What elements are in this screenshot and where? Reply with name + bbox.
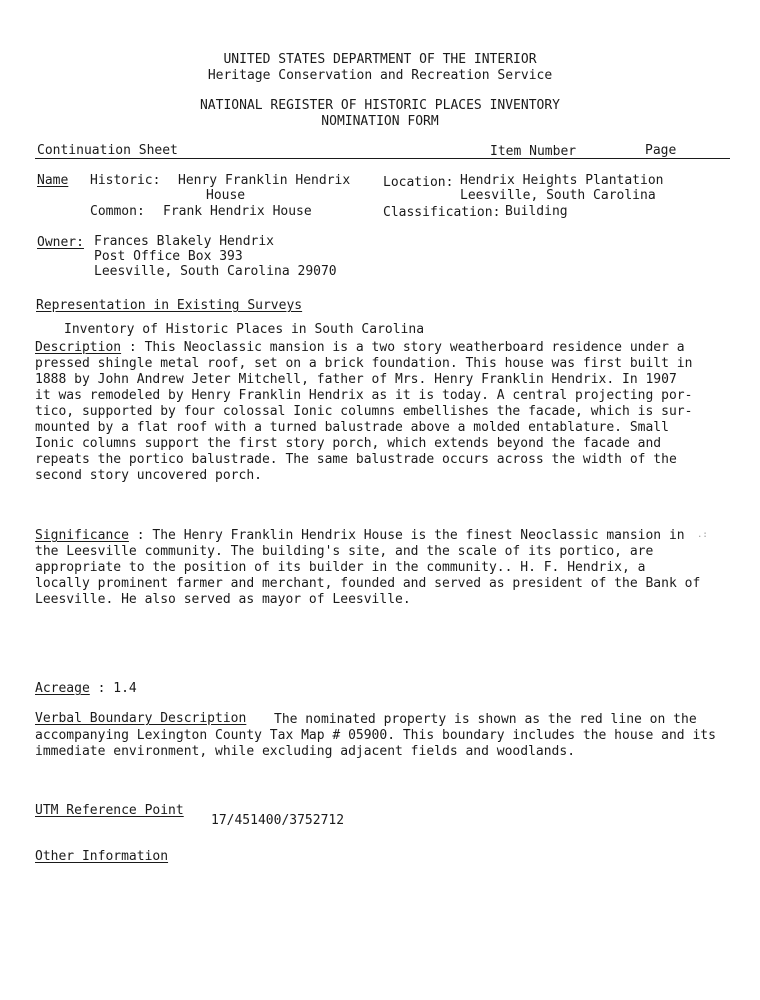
description-section [35,340,725,484]
other-information-label: Other Information [35,849,169,864]
common-name: Frank Hendrix House [163,204,312,219]
classification-label: Classification: [383,205,501,220]
description-line: repeats the portico balustrade. The same balustrade occurs across the width of the [35,452,677,467]
owner-line2: Post Office Box 393 [94,249,243,264]
description-line: 1888 by John Andrew Jeter Mitchell, father of Mrs. Henry Franklin Hendrix. In 1907 [35,372,677,387]
historic-name-line2: House [206,188,246,203]
acreage-label: Acreage [35,681,90,696]
location-line2: Leesville, South Carolina [460,188,656,203]
department-heading: UNITED STATES DEPARTMENT OF THE INTERIOR [223,52,537,67]
representation-label: Representation in Existing Surveys [36,298,303,313]
common-label: Common: [90,204,145,219]
acreage-row [35,681,137,697]
description-label: Description [35,340,122,355]
margin-speck: .: [697,530,708,540]
historic-name-line1: Henry Franklin Hendrix [178,173,351,188]
description-line: mounted by a flat roof with a turned balustrade above a molded entablature. Small [35,420,669,435]
page-label: Page [645,143,677,158]
location-line1: Hendrix Heights Plantation [460,173,664,188]
continuation-sheet-label: Continuation Sheet [37,143,178,158]
description-line: Ionic columns support the first story porch, which extends beyond the facade and [35,436,662,451]
description-line: tico, supported by four colossal Ionic columns embellishes the facade, which is sur- [35,404,693,419]
representation-value: Inventory of Historic Places in South Carolina [64,322,425,337]
classification-value: Building [505,204,568,219]
significance-label: Significance [35,528,129,543]
service-heading: Heritage Conservation and Recreation Service [207,68,553,83]
owner-label: Owner: [37,235,84,250]
significance-line: appropriate to the position of its builder in the community.. H. F. Hendrix, a [35,560,646,575]
location-label: Location: [383,175,454,190]
description-line: it was remodeled by Henry Franklin Hendrix as it is today. A central projecting por- [35,388,693,403]
significance-line: : The Henry Franklin Hendrix House is the finest Neoclassic mansion in [136,528,685,543]
item-number-label: Item Number [490,144,577,159]
boundary-line: immediate environment, while excluding adjacent fields and woodlands. [35,744,576,759]
boundary-label: Verbal Boundary Description [35,711,247,726]
significance-section [35,528,725,608]
significance-line: locally prominent farmer and merchant, founded and served as president of the Bank of [35,576,701,591]
description-line: pressed shingle metal roof, set on a brick foundation. This house was first built in [35,356,693,371]
description-line: : This Neoclassic mansion is a two story weatherboard residence under a [128,340,685,355]
owner-line3: Leesville, South Carolina 29070 [94,264,337,279]
name-label: Name [37,173,69,188]
significance-line: Leesville. He also served as mayor of Leesville. [35,592,411,607]
form-heading: NOMINATION FORM [321,114,439,129]
utm-value: 17/451400/3752712 [211,813,345,828]
utm-label: UTM Reference Point [35,803,184,818]
acreage-value: : 1.4 [97,681,137,696]
header-rule [35,158,730,159]
significance-line: the Leesville community. The building's site, and the scale of its portico, are [35,544,654,559]
description-line: second story uncovered porch. [35,468,262,483]
owner-line1: Frances Blakely Hendrix [94,234,275,249]
historic-label: Historic: [90,173,161,188]
boundary-line: accompanying Lexington County Tax Map # 05900. This boundary includes the house and its [35,728,716,743]
register-heading: NATIONAL REGISTER OF HISTORIC PLACES INVENTORY [199,98,561,113]
boundary-line: The nominated property is shown as the red line on the [274,712,697,727]
